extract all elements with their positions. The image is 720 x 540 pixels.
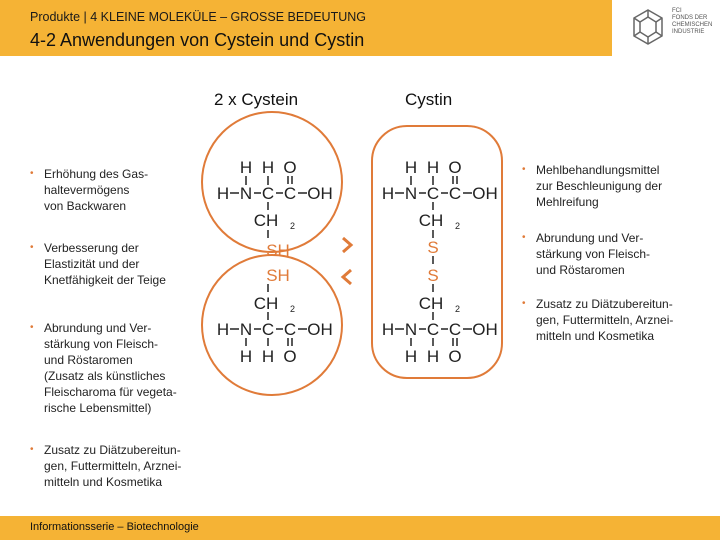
atom-h: H [381, 184, 395, 203]
atom-h: H [404, 347, 418, 366]
right-bullet-3: • Zusatz zu Diätzubereitun- gen, Futtermitteln, Arznei- mitteln und Kosmetika [522, 296, 673, 344]
arrow-right-icon [343, 238, 351, 252]
footer-bar [0, 516, 720, 540]
atom-h: H [239, 158, 253, 177]
subscript-2: 2 [455, 304, 461, 314]
group-ch: CH [253, 211, 279, 230]
atom-o: O [448, 158, 462, 177]
group-oh: OH [307, 320, 333, 339]
group-oh: OH [472, 320, 498, 339]
atom-n: N [404, 184, 418, 203]
atom-h: H [261, 347, 275, 366]
left-bullet-4: • Zusatz zu Diätzubereitun- gen, Futtermitteln, Arznei- mitteln und Kosmetika [30, 442, 181, 490]
group-oh: OH [472, 184, 498, 203]
atom-c: C [426, 320, 440, 339]
atom-h: H [216, 320, 230, 339]
subscript-2: 2 [290, 304, 296, 314]
atom-c: C [261, 184, 275, 203]
atom-h: H [261, 158, 275, 177]
header-kicker: Produkte | 4 KLEINE MOLEKÜLE – GROSSE BEDEUTUNG [30, 10, 366, 24]
atom-h: H [426, 158, 440, 177]
cystein-circle-top [202, 112, 342, 252]
atom-h: H [404, 158, 418, 177]
atom-o: O [283, 347, 297, 366]
atom-h: H [239, 347, 253, 366]
column-heading-cystein: 2 x Cystein [214, 90, 299, 109]
group-ch: CH [253, 294, 279, 313]
group-ch: CH [418, 294, 444, 313]
fci-logo-text: FCI FONDS DER CHEMISCHEN INDUSTRIE [672, 8, 713, 35]
atom-n: N [404, 320, 418, 339]
atom-c: C [283, 320, 297, 339]
left-bullet-3: • Abrundung und Ver- stärkung von Fleisch- und Röstaromen (Zusatz als künstliches Fleischaroma für vegeta- rische Lebensmittel) [30, 320, 177, 416]
subscript-2: 2 [290, 221, 296, 231]
group-ch: CH [418, 211, 444, 230]
atom-h: H [426, 347, 440, 366]
atom-c: C [448, 184, 462, 203]
atom-s: S [427, 238, 439, 257]
group-oh: OH [307, 184, 333, 203]
atom-n: N [239, 320, 253, 339]
arrow-left-icon [343, 270, 351, 284]
atom-c: C [261, 320, 275, 339]
atom-c: C [283, 184, 297, 203]
atom-c: C [448, 320, 462, 339]
atom-h: H [381, 320, 395, 339]
left-bullet-1: • Erhöhung des Gas- haltevermögens von Backwaren [30, 166, 148, 214]
atom-h: H [216, 184, 230, 203]
atom-c: C [426, 184, 440, 203]
footer-text: Informationsserie – Biotechnologie [30, 521, 199, 533]
atom-o: O [448, 347, 462, 366]
atom-o: O [283, 158, 297, 177]
page-title: 4-2 Anwendungen von Cystein und Cystin [30, 30, 365, 50]
column-heading-cystin: Cystin [405, 90, 453, 109]
atom-s: S [427, 266, 439, 285]
right-bullet-1: • Mehlbehandlungsmittel zur Beschleunigung der Mehlreifung [522, 162, 662, 210]
group-sh: SH [266, 266, 290, 285]
left-bullet-2: • Verbesserung der Elastizität und der Knetfähigkeit der Teige [30, 240, 166, 288]
group-sh: SH [266, 241, 290, 260]
subscript-2: 2 [455, 221, 461, 231]
right-bullet-2: • Abrundung und Ver- stärkung von Fleisch- und Röstaromen [522, 230, 650, 278]
atom-n: N [239, 184, 253, 203]
